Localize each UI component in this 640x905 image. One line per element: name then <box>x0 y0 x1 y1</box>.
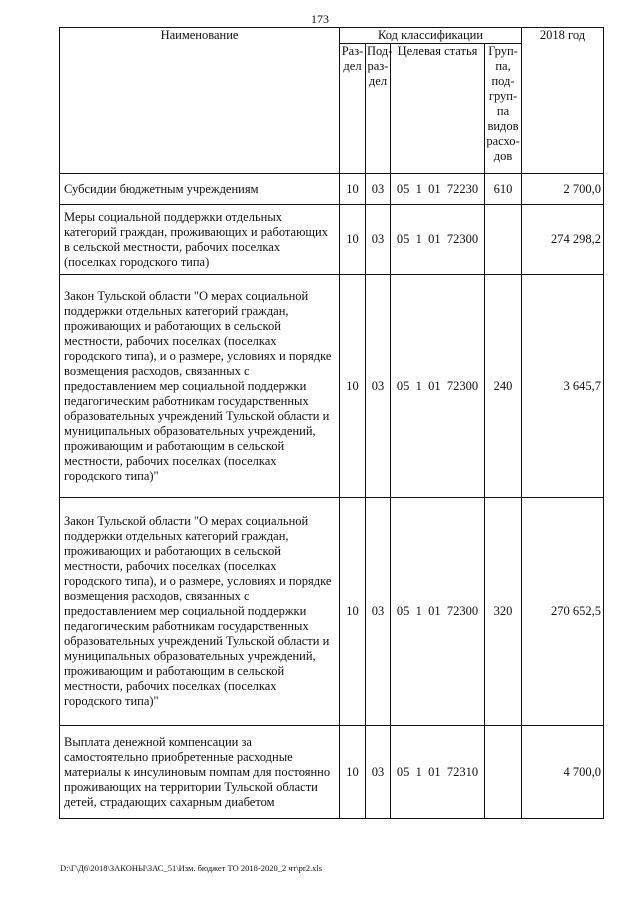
row-amount: 2 700,0 <box>522 174 604 205</box>
row-amount: 270 652,5 <box>522 498 604 726</box>
row-name: Закон Тульской области "О мерах социальной поддержки отдельных категорий граждан, проживающих и работающих в сельской местности, рабочих поселках (поселках городского типа), и о размере, условиях и порядке возмещения расходов, связанных с предоставлением мер социальной поддержки педагогическим работникам государственных образовательных учреждений Тульской области и муниципальных образовательных учреждений, проживающим и работающим в сельской местности, рабочих поселках (поселках городского типа)" <box>60 498 340 726</box>
row-podrazdel: 03 <box>366 275 391 498</box>
row-razdel: 10 <box>340 174 366 205</box>
row-amount: 3 645,7 <box>522 275 604 498</box>
row-celevaya-statya: 05 1 01 72310 <box>391 726 485 819</box>
table-row <box>60 275 604 498</box>
header-year: 2018 год <box>522 28 604 174</box>
row-amount: 274 298,2 <box>522 205 604 275</box>
header-gruppa-vidov: Груп- па, под- груп- па видов расхо- дов <box>485 44 522 174</box>
table-header <box>60 28 604 174</box>
row-podrazdel: 03 <box>366 726 391 819</box>
table-body <box>60 174 604 819</box>
header-podrazdel: Под- раз- дел <box>366 44 391 174</box>
row-podrazdel: 03 <box>366 205 391 275</box>
row-name: Закон Тульской области "О мерах социальной поддержки отдельных категорий граждан, проживающих и работающих в сельской местности, рабочих поселках (поселках городского типа), и о размере, условиях и порядке возмещения расходов, связанных с предоставлением мер социальной поддержки педагогическим работникам государственных образовательных учреждений Тульской области и муниципальных образовательных учреждений, проживающим и работающим в сельской местности, рабочих поселках (поселках городского типа)" <box>60 275 340 498</box>
row-razdel: 10 <box>340 726 366 819</box>
table-row <box>60 205 604 275</box>
row-razdel: 10 <box>340 275 366 498</box>
row-podrazdel: 03 <box>366 498 391 726</box>
table-row <box>60 174 604 205</box>
budget-table <box>59 27 604 819</box>
header-celevaya-statya: Целевая статья <box>391 44 485 174</box>
row-vid-rashodov: 320 <box>485 498 522 726</box>
row-name: Выплата денежной компенсации за самостоятельно приобретенные расходные материалы к инсулиновым помпам для постоянно проживающих на территории Тульской области детей, страдающих сахарным диабетом <box>60 726 340 819</box>
row-name: Меры социальной поддержки отдельных категорий граждан, проживающих и работающих в сельской местности, рабочих поселках (поселках городского типа) <box>60 205 340 275</box>
header-naimenovanie: Наименование <box>60 28 340 174</box>
row-razdel: 10 <box>340 498 366 726</box>
row-celevaya-statya: 05 1 01 72300 <box>391 498 485 726</box>
row-vid-rashodov <box>485 205 522 275</box>
header-kod-klassifikacii: Код классификации <box>340 28 522 44</box>
row-vid-rashodov: 610 <box>485 174 522 205</box>
row-vid-rashodov <box>485 726 522 819</box>
row-vid-rashodov: 240 <box>485 275 522 498</box>
file-path-footer: D:\Г\Д6\2018\ЗАКОНЫ\ЗАС_51\Изм. бюджет ТО 2018-2020_2 чт\pr2.xls <box>60 863 323 873</box>
row-celevaya-statya: 05 1 01 72300 <box>391 275 485 498</box>
row-name: Субсидии бюджетным учреждениям <box>60 174 340 205</box>
row-amount: 4 700,0 <box>522 726 604 819</box>
header-razdel: Раз- дел <box>340 44 366 174</box>
row-podrazdel: 03 <box>366 174 391 205</box>
table-row <box>60 726 604 819</box>
row-celevaya-statya: 05 1 01 72230 <box>391 174 485 205</box>
row-celevaya-statya: 05 1 01 72300 <box>391 205 485 275</box>
table-row <box>60 498 604 726</box>
page-number: 173 <box>311 12 329 26</box>
row-razdel: 10 <box>340 205 366 275</box>
